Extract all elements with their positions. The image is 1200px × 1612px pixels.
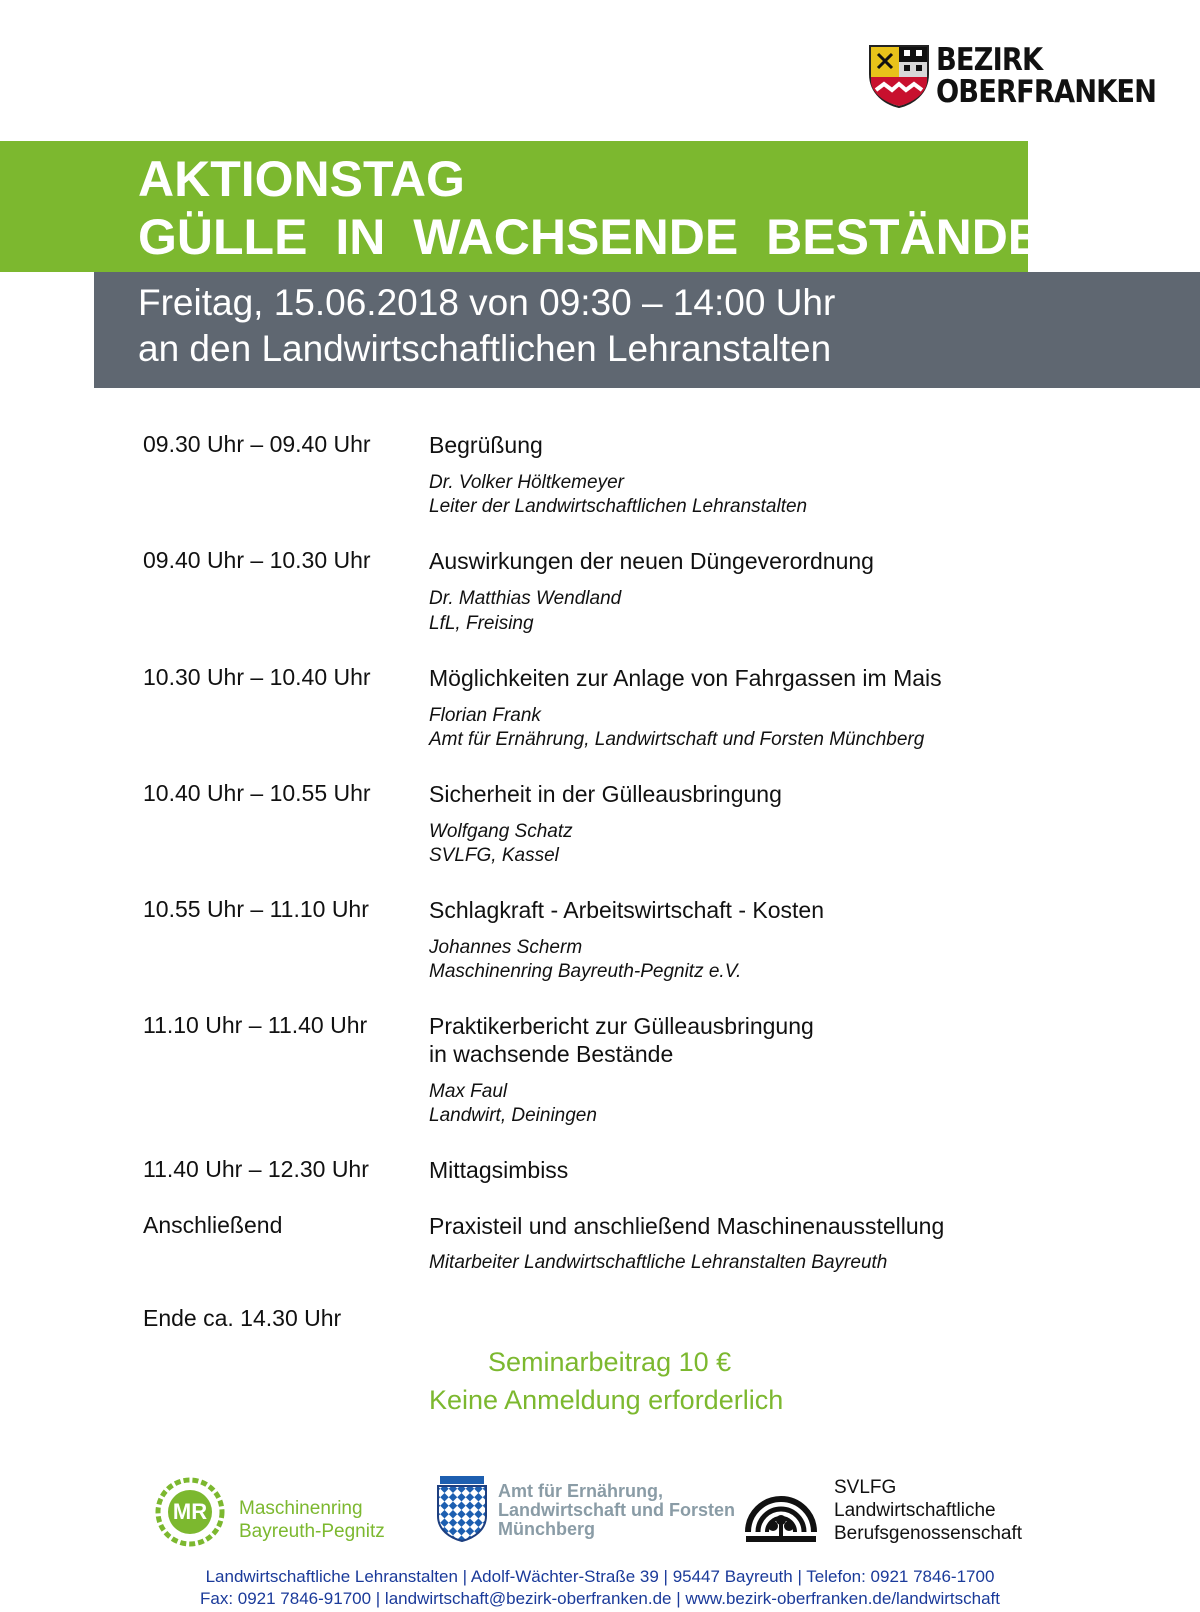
contact-address: Landwirtschaftliche Lehranstalten | Adolf-Wächter-Straße 39 | 95447 Bayreuth | Telefon: 0921 7846-1700 [205, 1567, 995, 1586]
fee-text: Seminarbeitrag 10 € [488, 1347, 732, 1377]
svlfg-line-2: Landwirtschaftliche [834, 1500, 996, 1521]
event-title: AKTIONSTAG [138, 151, 465, 207]
schedule-time: 11.40 Uhr – 12.30 Uhr [143, 1156, 369, 1182]
end-time: Ende ca. 14.30 Uhr [143, 1305, 342, 1331]
schedule-org: SVLFG, Kassel [429, 845, 559, 866]
mr-badge-text: MR [172, 1499, 208, 1524]
bavarian-crest-icon [436, 1476, 488, 1542]
schedule-speaker: Dr. Volker Höltkemeyer [429, 472, 624, 493]
svlfg-logo-icon [742, 1474, 820, 1546]
schedule-org: Amt für Ernährung, Landwirtschaft und Forsten Münchberg [429, 729, 925, 750]
schedule-time: Anschließend [143, 1212, 283, 1238]
svlfg-line-3: Berufsgenossenschaft [834, 1523, 1023, 1544]
schedule-speaker: Max Faul [429, 1081, 508, 1102]
contact-online: Fax: 0921 7846-91700 | landwirtschaft@bezirk-oberfranken.de | www.bezirk-oberfranken.de/landwirtschaft [199, 1589, 1000, 1608]
schedule-topic: Auswirkungen der neuen Düngeverordnung [429, 548, 874, 574]
schedule-speaker: Johannes Scherm [429, 937, 583, 958]
logo-line-2: OBERFRANKEN [936, 74, 1157, 110]
schedule-org: Maschinenring Bayreuth-Pegnitz e.V. [429, 961, 742, 982]
schedule-topic: Praktikerbericht zur Gülleausbringung [429, 1013, 814, 1039]
svlfg-name [834, 1476, 1022, 1545]
schedule-speaker: Wolfgang Schatz [429, 821, 573, 842]
schedule-time: 10.55 Uhr – 11.10 Uhr [143, 896, 369, 922]
schedule-topic: Sicherheit in der Gülleausbringung [429, 781, 782, 807]
aelf-line-3: Münchberg [498, 1519, 595, 1539]
schedule-org: LfL, Freising [429, 613, 534, 634]
bezirk-oberfranken-logo [868, 38, 1157, 114]
svlfg-line-1: SVLFG [834, 1477, 897, 1498]
event-location: an den Landwirtschaftlichen Lehranstalten [138, 328, 832, 369]
mr-line-2: Bayreuth-Pegnitz [239, 1521, 385, 1542]
schedule-speaker: Florian Frank [429, 705, 541, 726]
schedule-topic: Schlagkraft - Arbeitswirtschaft - Kosten [429, 897, 824, 923]
schedule-time: 09.30 Uhr – 09.40 Uhr [143, 431, 371, 457]
logo-line-1: BEZIRK [936, 42, 1043, 78]
coat-of-arms-icon [868, 44, 930, 108]
schedule-topic: Mittagsimbiss [429, 1157, 569, 1183]
schedule-topic: Möglichkeiten zur Anlage von Fahrgassen im Mais [429, 665, 942, 691]
aelf-line-2: Landwirtschaft und Forsten [498, 1500, 736, 1520]
schedule-topic: Praxisteil und anschließend Maschinenausstellung [429, 1213, 945, 1239]
schedule-topic: Begrüßung [429, 432, 543, 458]
mr-line-1: Maschinenring [239, 1498, 363, 1519]
aelf-line-1: Amt für Ernährung, [498, 1481, 663, 1501]
event-date: Freitag, 15.06.2018 von 09:30 – 14:00 Uhr [138, 282, 836, 323]
schedule-time: 10.30 Uhr – 10.40 Uhr [143, 664, 371, 690]
schedule-topic-line-2: in wachsende Bestände [429, 1041, 674, 1067]
schedule-time: 09.40 Uhr – 10.30 Uhr [143, 547, 371, 573]
maschinenring-name [239, 1497, 385, 1543]
event-subtitle-title: GÜLLE IN WACHSENDE BESTÄNDE [138, 209, 1042, 265]
schedule-org: Landwirt, Deiningen [429, 1105, 597, 1126]
registration-note: Keine Anmeldung erforderlich [429, 1385, 784, 1415]
schedule-time: 10.40 Uhr – 10.55 Uhr [143, 780, 371, 806]
schedule-time: 11.10 Uhr – 11.40 Uhr [143, 1012, 368, 1038]
schedule-speaker: Mitarbeiter Landwirtschaftliche Lehranstalten Bayreuth [429, 1252, 888, 1273]
aelf-name [498, 1482, 735, 1539]
schedule-org: Leiter der Landwirtschaftlichen Lehranstalten [429, 496, 808, 517]
schedule-speaker: Dr. Matthias Wendland [429, 588, 622, 609]
